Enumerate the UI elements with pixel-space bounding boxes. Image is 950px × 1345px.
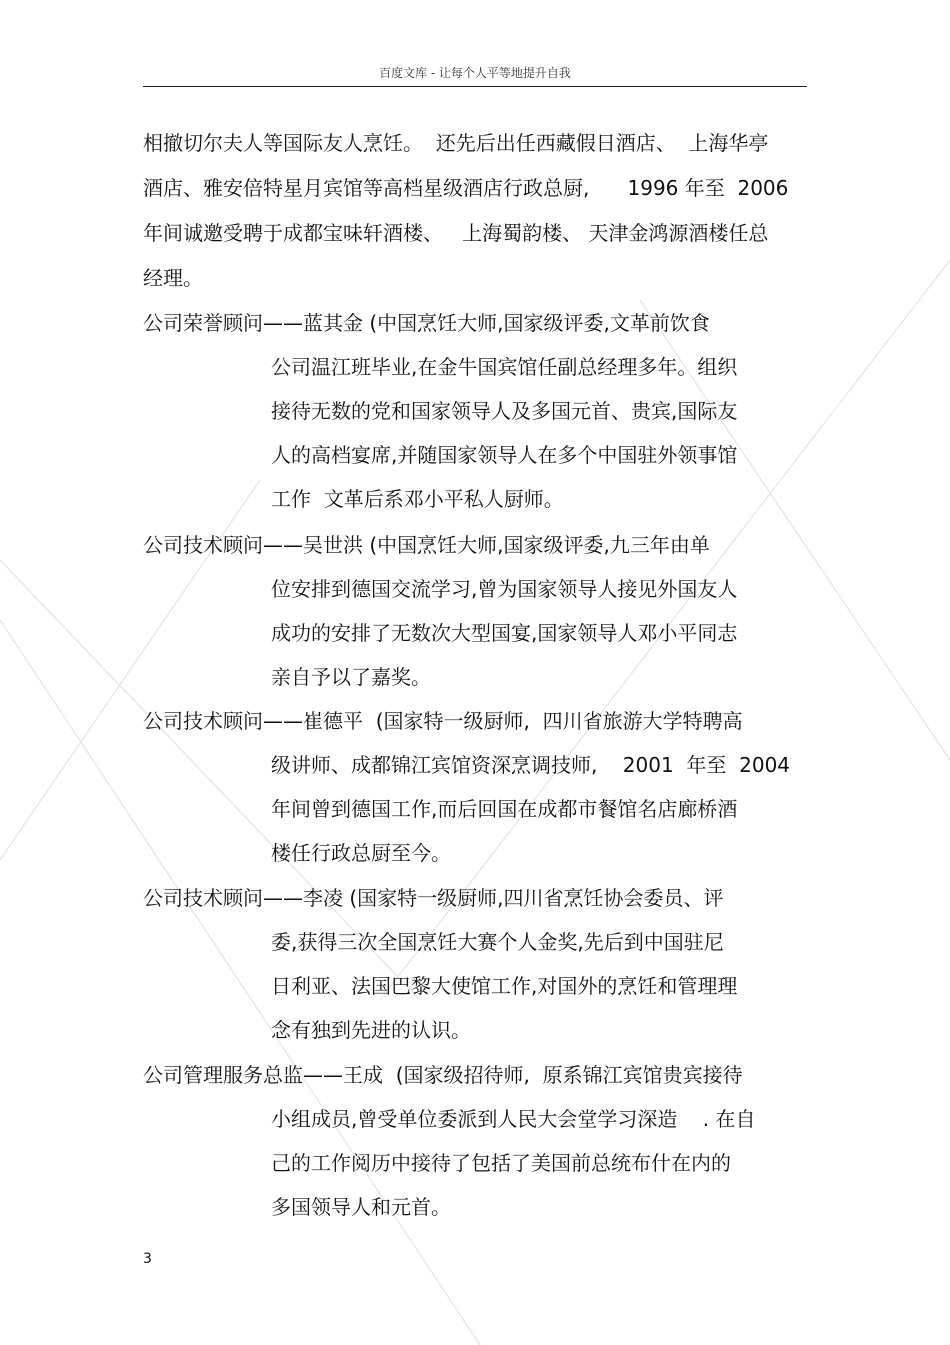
advisor-desc-line: 级讲师、成都锦江宾馆资深烹调技师, 2001 年至 2004 [271, 753, 791, 777]
advisor-title-line: 公司管理服务总监——王成 (国家级招待师, 原系锦江宾馆贵宾接待 [143, 1063, 743, 1087]
body-text-line: 经理。 [143, 266, 203, 290]
body-text-line: 酒店、雅安倍特星月宾馆等高档星级酒店行政总厨, 1996 年至 2006 [143, 176, 789, 200]
advisor-desc-line: 念有独到先进的认识。 [271, 1018, 471, 1042]
body-text-line: 年间诚邀受聘于成都宝味轩酒楼、 上海蜀韵楼、 天津金鸿源酒楼任总 [143, 221, 769, 245]
advisor-desc-line: 小组成员,曾受单位委派到人民大会堂学习深造 . 在自 [271, 1107, 756, 1131]
body-text-line: 相撤切尔夫人等国际友人烹饪。 还先后出任西藏假日酒店、 上海华亭 [143, 131, 769, 155]
advisor-desc-line: 多国领导人和元首。 [271, 1195, 451, 1219]
advisor-title-line: 公司技术顾问——吴世洪 (中国烹饪大师,国家级评委,九三年由单 [143, 533, 710, 557]
advisor-desc-line: 位安排到德国交流学习,曾为国家领导人接见外国友人 [271, 577, 738, 601]
advisor-desc-line: 楼任行政总厨至今。 [271, 841, 451, 865]
advisor-desc-line: 人的高档宴席,并随国家领导人在多个中国驻外领事馆 [271, 443, 738, 467]
page-number: 3 [143, 1251, 152, 1267]
advisor-desc-line: 日利亚、法国巴黎大使馆工作,对国外的烹饪和管理理 [271, 974, 738, 998]
advisor-desc-line: 亲自予以了嘉奖。 [271, 665, 431, 689]
advisor-desc-line: 接待无数的党和国家领导人及多国元首、贵宾,国际友 [271, 399, 738, 423]
advisor-desc-line: 己的工作阅历中接待了包括了美国前总统布什在内的 [271, 1151, 731, 1175]
advisor-desc-line: 年间曾到德国工作,而后回国在成都市餐馆名店廊桥酒 [271, 797, 738, 821]
advisor-desc-line: 工作 文革后系邓小平私人厨师。 [271, 487, 564, 511]
advisor-desc-line: 公司温江班毕业,在金牛国宾馆任副总经理多年。组织 [271, 355, 738, 379]
advisor-desc-line: 委,获得三次全国烹饪大赛个人金奖,先后到中国驻尼 [271, 930, 724, 954]
advisor-title-line: 公司技术顾问——崔德平 (国家特一级厨师, 四川省旅游大学特聘高 [143, 709, 743, 733]
page-header: 百度文库 - 让每个人平等地提升自我 [379, 66, 571, 80]
header-divider [143, 86, 807, 87]
advisor-desc-line: 成功的安排了无数次大型国宴,国家领导人邓小平同志 [271, 621, 738, 645]
advisor-title-line: 公司荣誉顾问——蓝其金 (中国烹饪大师,国家级评委,文革前饮食 [143, 311, 710, 335]
advisor-title-line: 公司技术顾问——李凌 (国家特一级厨师,四川省烹饪协会委员、评 [143, 886, 724, 910]
